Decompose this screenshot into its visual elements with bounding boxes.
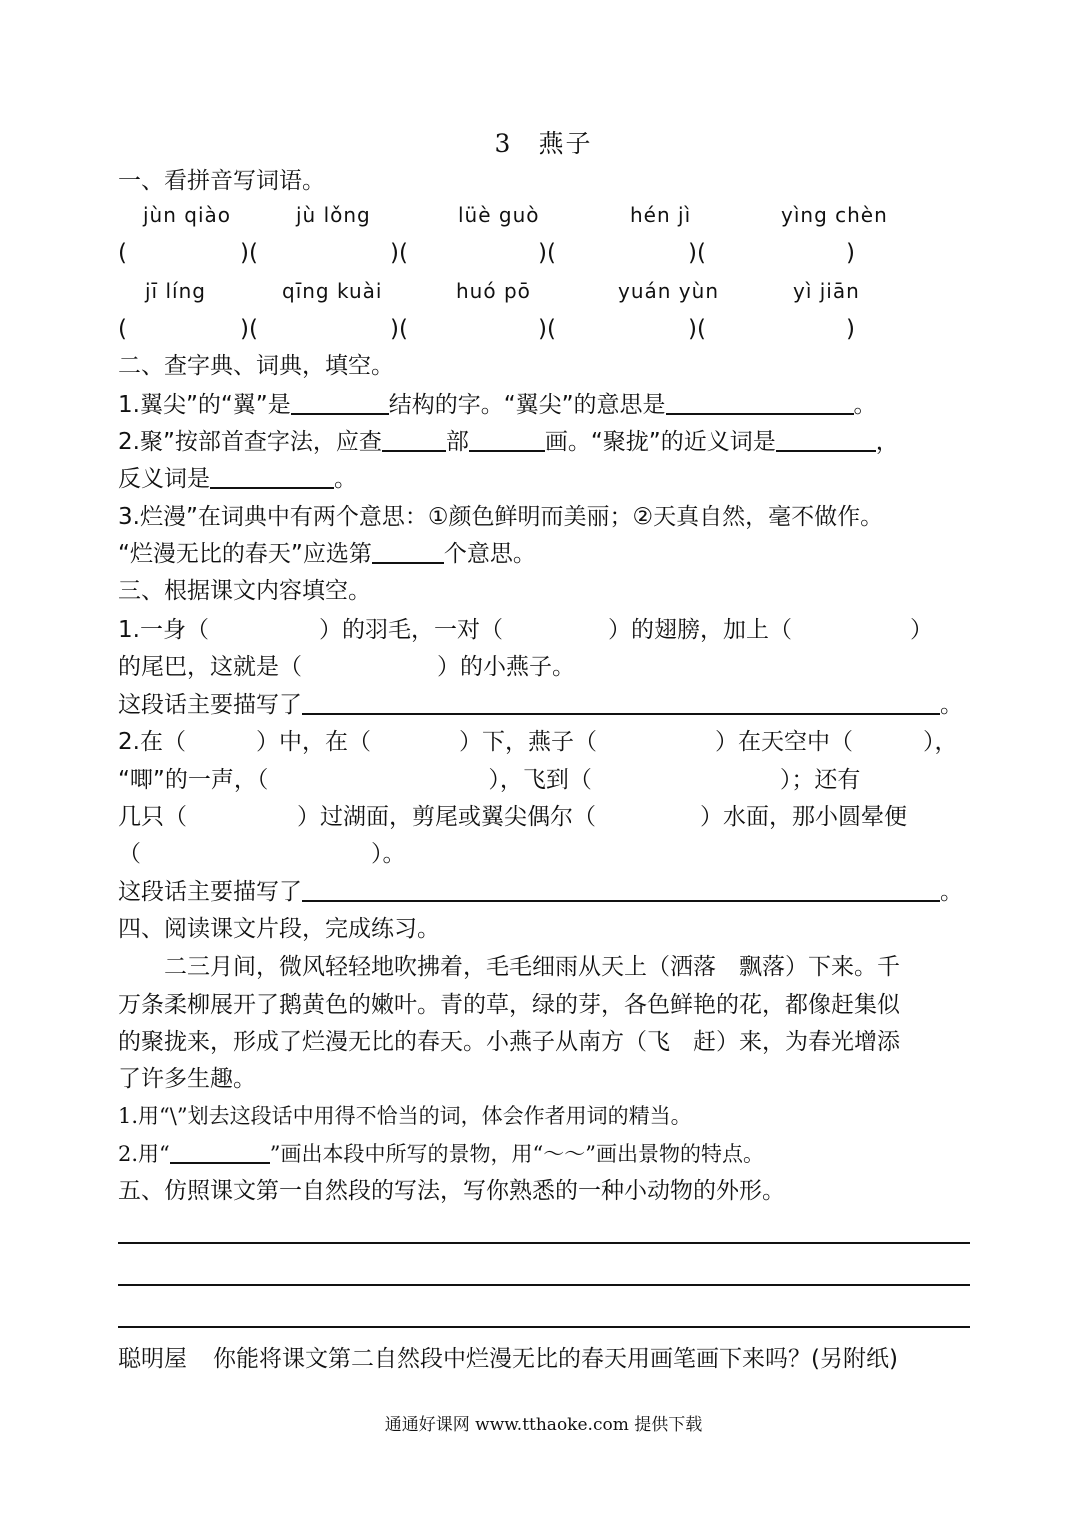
writing-line[interactable]	[118, 1284, 970, 1286]
paren-pair: )(	[390, 240, 408, 266]
answer-blank[interactable]	[302, 691, 940, 715]
question-2-3-cont: “烂漫无比的春天”应选第 个意思。	[118, 541, 536, 567]
underline-sample	[170, 1140, 270, 1164]
section1-heading: 一、看拼音写词语。	[118, 168, 325, 194]
bonus-question	[118, 1344, 898, 1374]
close-paren: )	[846, 316, 855, 342]
paren-pair: )(	[538, 316, 556, 342]
pinyin-item: jī líng	[145, 279, 206, 303]
answer-blank[interactable]	[291, 391, 389, 415]
open-paren: (	[118, 240, 127, 266]
pinyin-item: hén jì	[630, 203, 692, 227]
pinyin-item: qīng kuài	[282, 279, 383, 303]
pinyin-item: jùn qiào	[143, 203, 232, 227]
pinyin-item: yìng chèn	[781, 203, 888, 227]
reading-passage-line: 万条柔柳展开了鹅黄色的嫩叶。青的草，绿的芽，各色鲜艳的花，都像赶集似	[118, 992, 900, 1018]
paren-pair: )(	[688, 240, 706, 266]
answer-blank[interactable]	[302, 878, 940, 902]
pinyin-item: huó pō	[456, 279, 531, 303]
section4-heading: 四、阅读课文片段，完成练习。	[118, 916, 440, 942]
question-3-2-line2: “唧”的一声，（ ），飞到（ ）；还有	[118, 767, 861, 793]
lesson-number: 3	[494, 129, 513, 158]
question-4-1: 1.用“\”划去这段话中用得不恰当的词，体会作者用词的精当。	[118, 1104, 692, 1128]
pinyin-item: jù lǒng	[296, 203, 371, 227]
pinyin-item: yuán yùn	[618, 279, 719, 303]
bonus-label: 聪明屋	[118, 1346, 187, 1372]
lesson-title: 燕子	[538, 129, 593, 158]
paren-pair: )(	[688, 316, 706, 342]
reading-passage-line: 二三月间，微风轻轻地吹拂着，毛毛细雨从天上（洒落 飘落）下来。千	[164, 954, 900, 980]
question-3-2-line1: 2.在（ ）中，在（ ）下，燕子（ ）在天空中（ ），	[118, 729, 958, 755]
section5-heading: 五、仿照课文第一自然段的写法，写你熟悉的一种小动物的外形。	[118, 1178, 785, 1204]
writing-line[interactable]	[118, 1242, 970, 1244]
pinyin-item: lüè guò	[458, 203, 540, 227]
question-2-1: 1.翼尖”的“翼”是 结构的字。“翼尖”的意思是 。	[118, 392, 877, 418]
reading-passage-line: 的聚拢来，形成了烂漫无比的春天。小燕子从南方（飞 赶）来，为春光增添	[118, 1029, 900, 1055]
question-3-2-line3: 几只（ ）过湖面，剪尾或翼尖偶尔（ ）水面，那小圆晕便	[118, 804, 907, 830]
close-paren: )	[846, 240, 855, 266]
paren-pair: )(	[390, 316, 408, 342]
summary-line-1: 这段话主要描写了 。	[118, 692, 963, 718]
question-3-1-line1: 1.一身（ ）的羽毛，一对（ ）的翅膀，加上（ ）	[118, 617, 933, 643]
summary-line-2: 这段话主要描写了 。	[118, 879, 963, 905]
section3-heading: 三、根据课文内容填空。	[118, 578, 371, 604]
pinyin-item: yì jiān	[793, 279, 860, 303]
answer-blank[interactable]	[382, 428, 446, 452]
paren-pair: )(	[240, 316, 258, 342]
question-3-2-line4: （ ）。	[118, 841, 406, 867]
question-2-2-cont: 反义词是 。	[118, 466, 357, 492]
question-3-1-line2: 的尾巴，这就是（ ）的小燕子。	[118, 654, 575, 680]
reading-passage-line: 了许多生趣。	[118, 1066, 256, 1092]
open-paren: (	[118, 316, 127, 342]
paren-pair: )(	[240, 240, 258, 266]
answer-blank[interactable]	[372, 540, 444, 564]
answer-blank[interactable]	[776, 428, 876, 452]
answer-blank[interactable]	[666, 391, 854, 415]
question-2-3: 3.烂漫”在词典中有两个意思：①颜色鲜明而美丽；②天真自然，毫不做作。	[118, 504, 884, 530]
section2-heading: 二、查字典、词典，填空。	[118, 353, 394, 379]
question-4-2: 2.用“ ”画出本段中所写的景物，用“～～”画出景物的特点。	[118, 1142, 764, 1166]
page-title	[0, 124, 1087, 160]
answer-blank[interactable]	[210, 465, 334, 489]
bonus-text: 你能将课文第二自然段中烂漫无比的春天用画笔画下来吗？(另附纸)	[213, 1346, 898, 1372]
writing-line[interactable]	[118, 1326, 970, 1328]
answer-blank[interactable]	[469, 428, 545, 452]
paren-pair: )(	[538, 240, 556, 266]
question-2-2: 2.聚”按部首查字法，应查 部 画。“聚拢”的近义词是 ，	[118, 429, 899, 455]
page-footer: 通通好课网 www.tthaoke.com 提供下载	[384, 1415, 703, 1435]
